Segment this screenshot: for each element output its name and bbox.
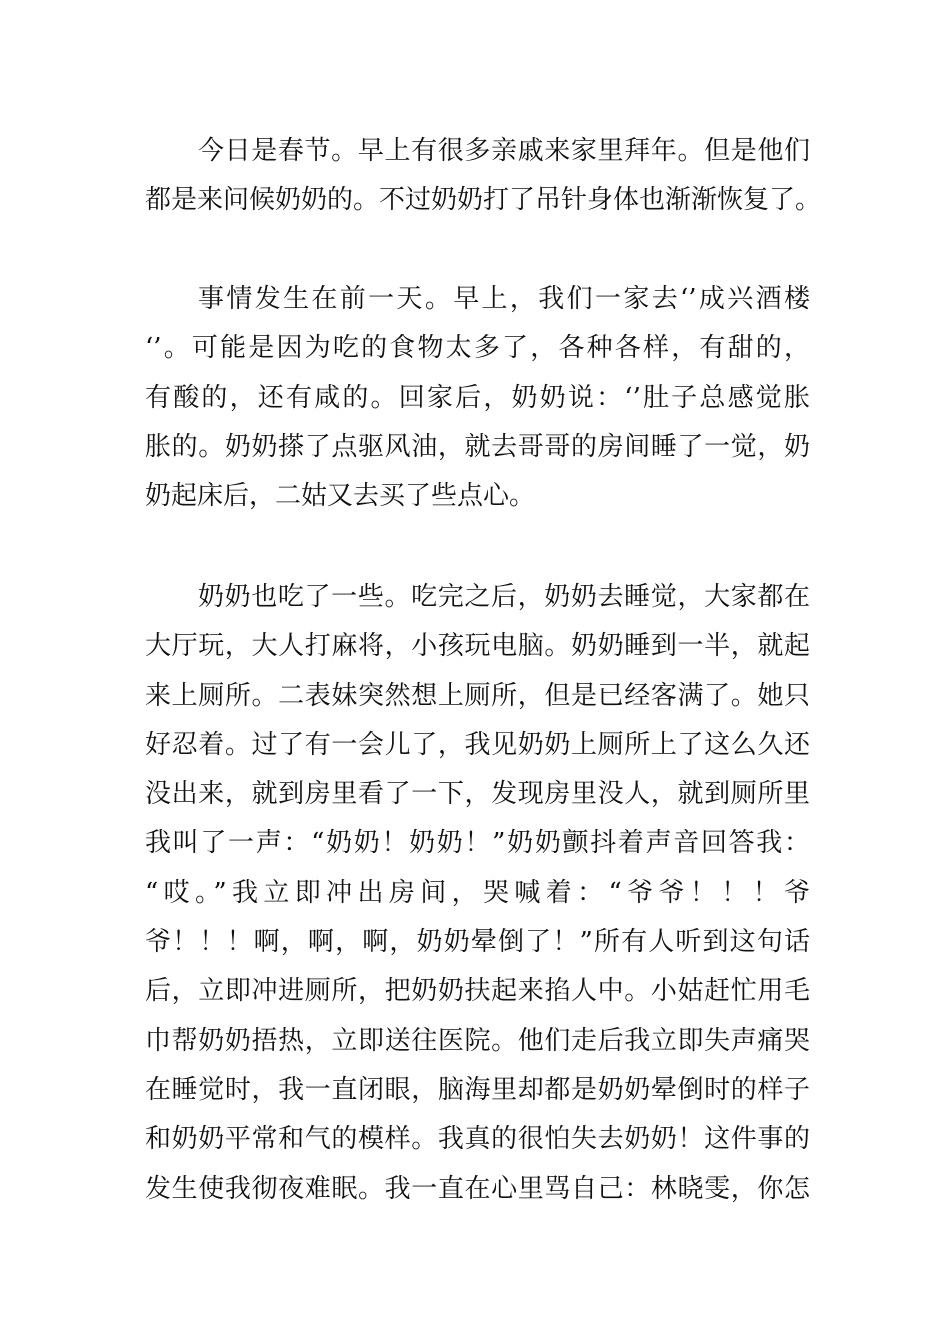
paragraph-line: 发生使我彻夜难眠。我一直在心里骂自己：林晓雯，你怎	[145, 1173, 810, 1204]
paragraph-line: 奶起床后，二姑又去买了些点心。	[145, 481, 536, 512]
paragraph-line: 没出来，就到房里看了一下，发现房里没人，就到厕所里	[145, 779, 810, 810]
paragraph-line: 在睡觉时，我一直闭眼，脑海里却都是奶奶晕倒时的样子	[145, 1074, 810, 1105]
paragraph-1	[145, 127, 822, 226]
paragraph-line: ‘’。可能是因为吃的食物太多了，各种各样，有甜的，	[145, 333, 810, 364]
paragraph-line: 奶奶也吃了一些。吃完之后，奶奶去睡觉，大家都在	[198, 582, 810, 612]
paragraph-line: 有酸的，还有咸的。回家后，奶奶说：‘’肚子总感觉胀	[145, 382, 810, 413]
paragraph-line: 巾帮奶奶捂热，立即送往医院。他们走后我立即失声痛哭	[145, 1025, 810, 1056]
paragraph-line: 胀的。奶奶搽了点驱风油，就去哥哥的房间睡了一觉，奶	[145, 431, 810, 462]
paragraph-line: 后，立即冲进厕所，把奶奶扶起来掐人中。小姑赶忙用毛	[145, 976, 810, 1007]
paragraph-line: 今日是春节。早上有很多亲戚来家里拜年。但是他们	[198, 136, 810, 166]
paragraph-2	[145, 275, 810, 521]
paragraph-line: 来上厕所。二表妹突然想上厕所，但是已经客满了。她只	[145, 680, 810, 711]
paragraph-line: 都是来问候奶奶的。不过奶奶打了吊针身体也渐渐恢复了。	[145, 185, 822, 216]
paragraph-line: 我叫了一声：“奶奶！奶奶！”奶奶颤抖着声音回答我：	[145, 828, 810, 859]
paragraph-line: 爷！！！啊，啊，啊，奶奶晕倒了！”所有人听到这句话	[145, 927, 810, 958]
paragraph-line: 好忍着。过了有一会儿了，我见奶奶上厕所上了这么久还	[145, 729, 810, 760]
paragraph-line: 大厅玩，大人打麻将，小孩玩电脑。奶奶睡到一半，就起	[145, 631, 810, 662]
paragraph-line: “哎。”我立即冲出房间，哭喊着：“爷爷！！！爷	[145, 877, 810, 908]
paragraph-3	[145, 573, 810, 1214]
paragraph-line: 事情发生在前一天。早上，我们一家去‘’成兴酒楼	[198, 284, 810, 314]
paragraph-line: 和奶奶平常和气的模样。我真的很怕失去奶奶！这件事的	[145, 1124, 810, 1155]
